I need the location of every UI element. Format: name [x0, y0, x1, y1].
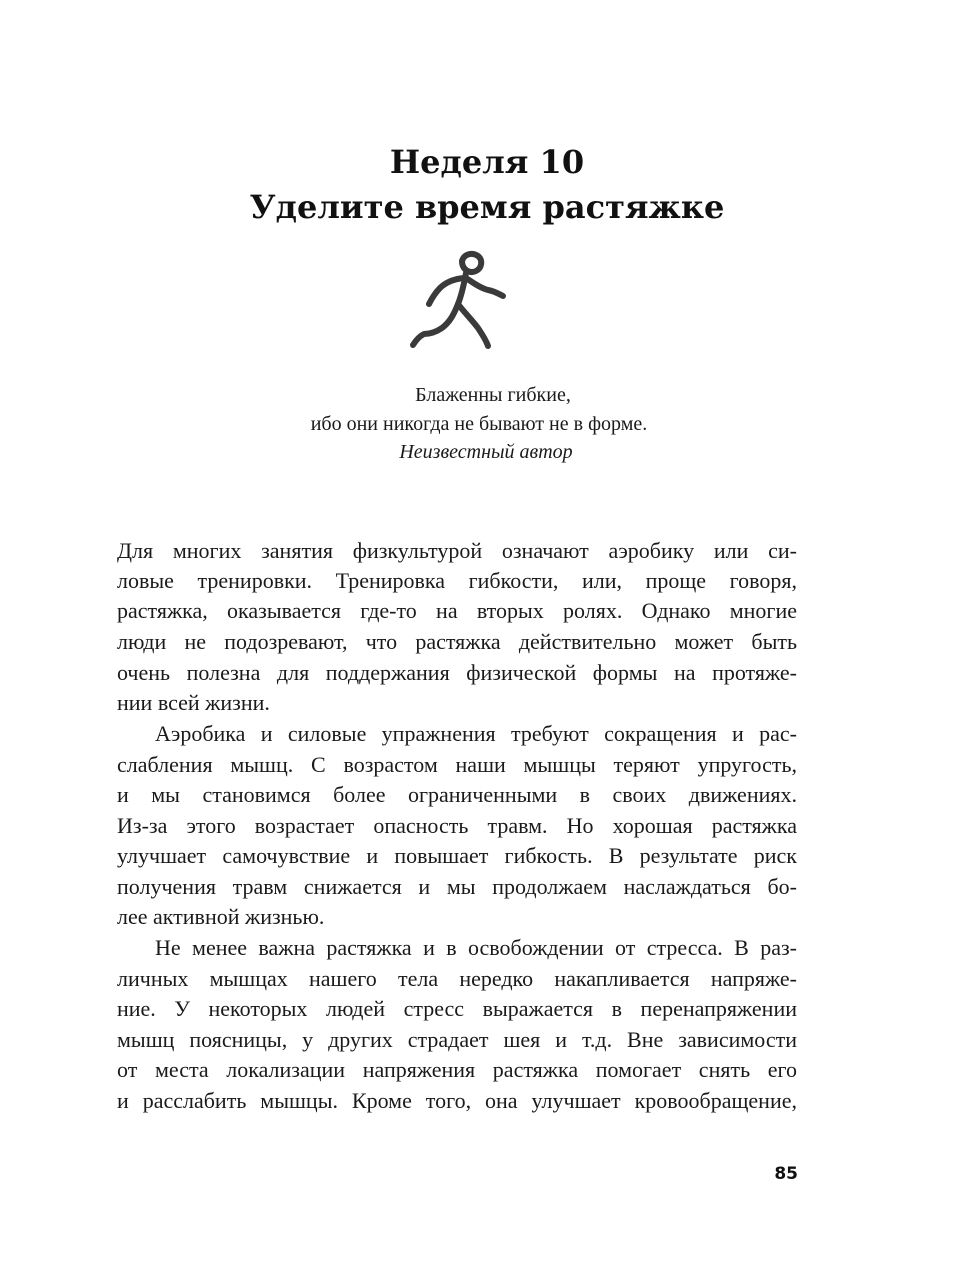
body-line: лее активной жизнью. — [117, 904, 325, 929]
chapter-title: Уделите время растяжке — [249, 188, 725, 226]
running-figure-icon — [402, 248, 512, 356]
body-line: ние. У некоторых людей стресс выражается в перенапряжении — [117, 996, 797, 1021]
epigraph-author: Неизвестный автор — [399, 441, 573, 463]
body-line: Аэробика и силовые упражнения требуют сокращения и рас- — [155, 721, 797, 746]
body-line: нии всей жизни. — [117, 690, 270, 715]
epigraph-line-2: ибо они никогда не бывают не в форме. — [310, 413, 648, 435]
body-line: от места локализации напряжения растяжка помогает снять его — [117, 1057, 797, 1082]
body-line: Из-за этого возрастает опасность травм. Но хорошая растяжка — [117, 813, 797, 838]
body-line: улучшает самочувствие и повышает гибкость. В результате риск — [117, 843, 797, 868]
page-number: 85 — [774, 1164, 798, 1184]
body-line: мышц поясницы, у других страдает шея и т.д. Вне зависимости — [117, 1027, 797, 1052]
body-line: слабления мышц. С возрастом наши мышцы теряют упругость, — [117, 752, 797, 777]
body-line: Для многих занятия физкультурой означают аэробику или си- — [117, 538, 797, 563]
epigraph-line-1: Блаженны гибкие, — [415, 384, 571, 406]
body-line: и расслабить мышцы. Кроме того, она улучшает кровообращение, — [117, 1088, 797, 1113]
body-line: очень полезна для поддержания физической формы на протяже- — [117, 660, 797, 685]
chapter-heading: Неделя 10 — [389, 143, 585, 181]
body-line: люди не подозревают, что растяжка действительно может быть — [117, 629, 797, 654]
body-line: и мы становимся более ограниченными в своих движениях. — [117, 782, 797, 807]
body-line: растяжка, оказывается где-то на вторых ролях. Однако многие — [117, 598, 797, 623]
body-line: ловые тренировки. Тренировка гибкости, или, проще говоря, — [117, 568, 797, 593]
body-line: личных мышцах нашего тела нередко накапливается напряже- — [117, 966, 797, 991]
body-line: получения травм снижается и мы продолжаем наслаждаться бо- — [117, 874, 797, 899]
body-line: Не менее важна растяжка и в освобождении от стресса. В раз- — [155, 935, 797, 960]
